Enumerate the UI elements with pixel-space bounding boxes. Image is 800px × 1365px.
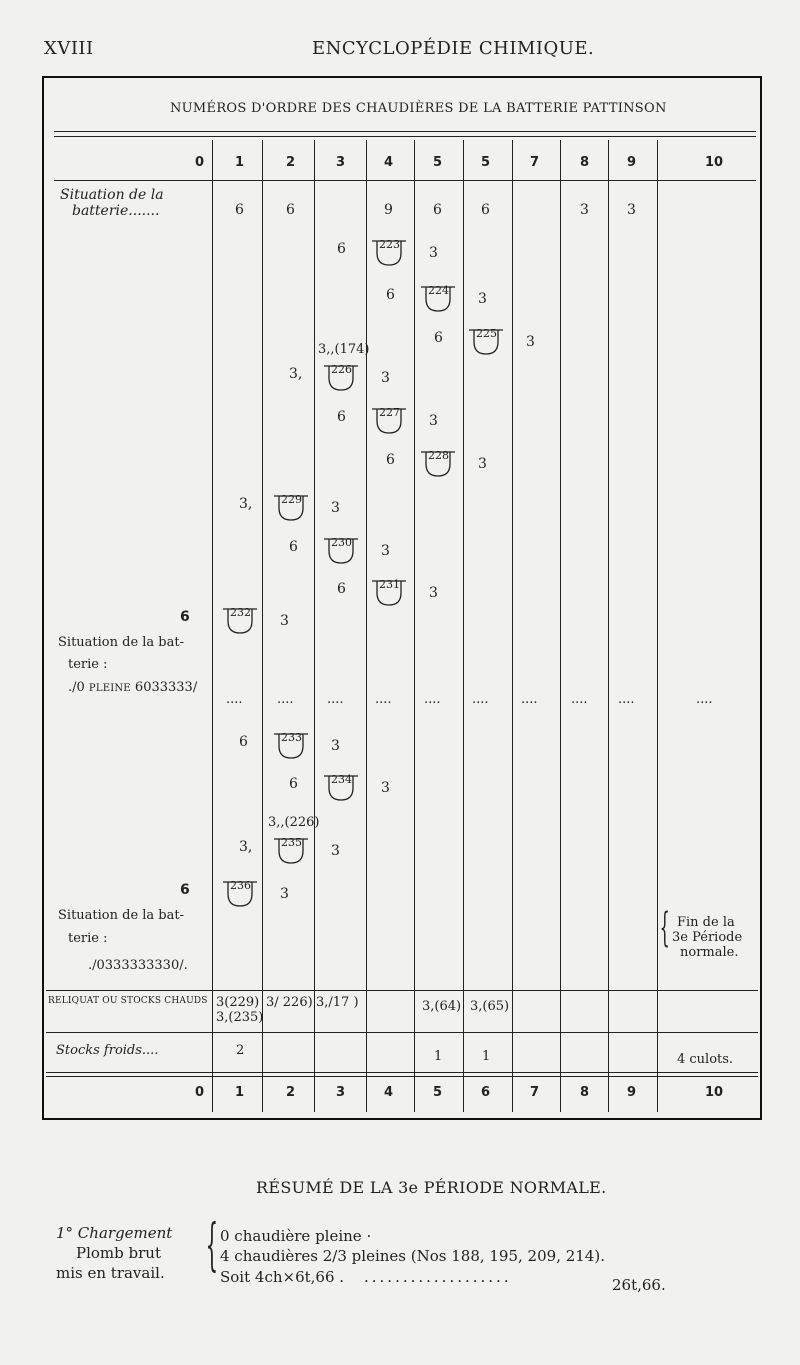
boiler-icon <box>371 407 407 435</box>
reliquat-c3: 3,/17 ) <box>316 995 359 1010</box>
column-number-bottom: 9 <box>627 1085 637 1100</box>
step-right-value: 3 <box>331 500 340 516</box>
step-right-value: 3 <box>331 738 340 754</box>
dots: .... <box>618 692 635 707</box>
rule <box>54 136 756 137</box>
dots: .... <box>277 692 294 707</box>
step-left-value: 3, <box>239 496 253 512</box>
dots: .... <box>521 692 538 707</box>
column-rule <box>512 140 513 1112</box>
step-right-value: 3 <box>478 456 487 472</box>
boiler-icon <box>222 880 258 908</box>
end-situation-line2: terie : <box>68 931 108 946</box>
stocks-c1: 2 <box>236 1043 245 1058</box>
rule <box>46 1032 758 1033</box>
situation-value: 6 <box>433 202 442 218</box>
rule <box>46 1072 758 1073</box>
summary-dots: ................... <box>364 1268 512 1286</box>
boiler-number: 225 <box>476 327 497 340</box>
step-left-value: 6 <box>337 241 346 257</box>
boiler-icon <box>273 732 309 760</box>
column-number-top: 9 <box>627 155 637 170</box>
step-left-value: 6 <box>337 409 346 425</box>
step-left-value: 6 <box>239 734 248 750</box>
end-brace: { <box>659 905 670 951</box>
end-note-line2: 3e Période <box>672 930 743 945</box>
column-number-top: 3 <box>336 155 346 170</box>
situation-value: 9 <box>384 202 393 218</box>
mid-situation-line2: terie : <box>68 657 108 672</box>
situation-value: 6 <box>481 202 490 218</box>
step-right-value: 3 <box>280 613 289 629</box>
column-number-top: 2 <box>286 155 296 170</box>
step-right-value: 3 <box>526 334 535 350</box>
step-left-value: 6 <box>289 539 298 555</box>
table-title: NUMÉROS D'ORDRE DES CHAUDIÈRES DE LA BATTERIE PATTINSON <box>170 101 667 116</box>
situation-value: 3 <box>627 202 636 218</box>
column-number-bottom: 6 <box>481 1085 491 1100</box>
stocks-c6: 1 <box>482 1049 491 1064</box>
column-rule <box>212 140 213 1112</box>
boiler-icon <box>222 607 258 635</box>
column-number-top: 7 <box>530 155 540 170</box>
summary-line-1: 0 chaudière pleine · <box>220 1227 372 1245</box>
boiler-number: 233 <box>281 731 302 744</box>
step-right-value: 3 <box>429 245 438 261</box>
column-number-top: 0 <box>195 155 205 170</box>
column-number-bottom: 1 <box>235 1085 245 1100</box>
step-right-value: 3 <box>478 291 487 307</box>
boiler-icon <box>323 774 359 802</box>
step-left-value: 6 <box>289 776 298 792</box>
step-left-value: 6 <box>434 330 443 346</box>
step-left-value: 6 <box>337 581 346 597</box>
step-right-value: 3 <box>381 370 390 386</box>
step-left-value: 6 <box>386 452 395 468</box>
reliquat-c5: 3,(64) <box>422 999 462 1014</box>
column-rule <box>657 140 658 1112</box>
summary-line-2: 4 chaudières 2/3 pleines (Nos 188, 195, 209, 214). <box>220 1247 605 1265</box>
situation-value: 3 <box>580 202 589 218</box>
step-right-value: 3 <box>429 413 438 429</box>
boiler-number: 235 <box>281 836 302 849</box>
step-left-value: 3, <box>289 366 303 382</box>
column-rule <box>608 140 609 1112</box>
dots: .... <box>472 692 489 707</box>
column-number-top: 5 <box>433 155 443 170</box>
step-left-value: 6 <box>386 287 395 303</box>
boiler-icon <box>323 537 359 565</box>
column-number-top: 8 <box>580 155 590 170</box>
stocks-c10: 4 culots. <box>677 1052 734 1067</box>
reliquat-c2: 3/ 226) <box>266 995 313 1010</box>
column-number-bottom: 3 <box>336 1085 346 1100</box>
boiler-number: 231 <box>379 578 400 591</box>
reliquat-c1b: 3,(235) <box>216 1010 264 1025</box>
summary-brace: { <box>205 1213 219 1278</box>
mid-situation-line3: ./0 PLEINE 6033333/ <box>68 680 198 695</box>
boiler-icon <box>323 364 359 392</box>
stocks-c5: 1 <box>434 1049 443 1064</box>
rule <box>54 180 756 181</box>
dots: .... <box>226 692 243 707</box>
mid-situation-line1: Situation de la bat- <box>58 635 185 650</box>
column-number-bottom: 0 <box>195 1085 205 1100</box>
rule <box>46 990 758 991</box>
boiler-number: 236 <box>230 879 251 892</box>
step-right-value: 3 <box>381 780 390 796</box>
column-number-top: 4 <box>384 155 394 170</box>
step-right-value: 3 <box>331 843 340 859</box>
dots: .... <box>424 692 441 707</box>
page-number: XVIII <box>44 38 94 59</box>
boiler-number: 227 <box>379 406 400 419</box>
boiler-icon <box>273 837 309 865</box>
column-number-bottom: 2 <box>286 1085 296 1100</box>
summary-line-3: Soit 4ch×6t,66 . <box>220 1268 345 1286</box>
step-left-value: 6 <box>180 882 190 898</box>
stocks-label: Stocks froids.... <box>56 1043 159 1058</box>
rule <box>46 1076 758 1077</box>
end-note-line3: normale. <box>680 945 739 960</box>
column-number-bottom: 5 <box>433 1085 443 1100</box>
summary-left-3: mis en travail. <box>56 1264 165 1282</box>
column-rule <box>366 140 367 1112</box>
step-note: 3,,(174) <box>318 342 370 357</box>
column-rule <box>314 140 315 1112</box>
boiler-number: 232 <box>230 606 251 619</box>
step-left-value: 6 <box>180 609 190 625</box>
end-situation-line3: ./0333333330/. <box>88 958 188 973</box>
step-right-value: 3 <box>429 585 438 601</box>
running-title: ENCYCLOPÉDIE CHIMIQUE. <box>312 38 595 59</box>
situation-label: Situation de la <box>60 187 164 203</box>
step-right-value: 3 <box>280 886 289 902</box>
dots: .... <box>571 692 588 707</box>
reliquat-label: RELIQUAT OU STOCKS CHAUDS <box>48 996 208 1006</box>
column-rule <box>414 140 415 1112</box>
dots: .... <box>696 692 713 707</box>
column-number-bottom: 7 <box>530 1085 540 1100</box>
boiler-icon <box>273 494 309 522</box>
column-rule <box>262 140 263 1112</box>
boiler-number: 234 <box>331 773 352 786</box>
column-number-top: 1 <box>235 155 245 170</box>
boiler-icon <box>371 579 407 607</box>
end-situation-line1: Situation de la bat- <box>58 908 185 923</box>
reliquat-c1a: 3(229) <box>216 995 260 1010</box>
situation-value: 6 <box>235 202 244 218</box>
boiler-number: 230 <box>331 536 352 549</box>
dots: .... <box>375 692 392 707</box>
column-number-bottom: 4 <box>384 1085 394 1100</box>
summary-left-1: 1° Chargement <box>56 1224 173 1242</box>
boiler-number: 226 <box>331 363 352 376</box>
dots: .... <box>327 692 344 707</box>
reliquat-c6: 3,(65) <box>470 999 510 1014</box>
boiler-number: 228 <box>428 449 449 462</box>
boiler-number: 223 <box>379 238 400 251</box>
end-note-line1: Fin de la <box>677 915 735 930</box>
boiler-icon <box>420 450 456 478</box>
boiler-icon <box>420 285 456 313</box>
column-rule <box>463 140 464 1112</box>
summary-title: RÉSUMÉ DE LA 3e PÉRIODE NORMALE. <box>256 1178 607 1197</box>
boiler-icon <box>468 328 504 356</box>
column-number-top: 10 <box>705 155 724 170</box>
column-number-bottom: 10 <box>705 1085 724 1100</box>
boiler-number: 224 <box>428 284 449 297</box>
summary-left-2: Plomb brut <box>76 1244 161 1262</box>
situation-value: 6 <box>286 202 295 218</box>
summary-total: 26t,66. <box>612 1276 666 1294</box>
boiler-number: 229 <box>281 493 302 506</box>
boiler-icon <box>371 239 407 267</box>
column-number-bottom: 8 <box>580 1085 590 1100</box>
step-right-value: 3 <box>381 543 390 559</box>
step-left-value: 3, <box>239 839 253 855</box>
situation-label-2: batterie....... <box>72 203 160 219</box>
rule <box>54 131 756 132</box>
column-number-top: 5 <box>481 155 491 170</box>
column-rule <box>560 140 561 1112</box>
step-note: 3,,(226) <box>268 815 320 830</box>
